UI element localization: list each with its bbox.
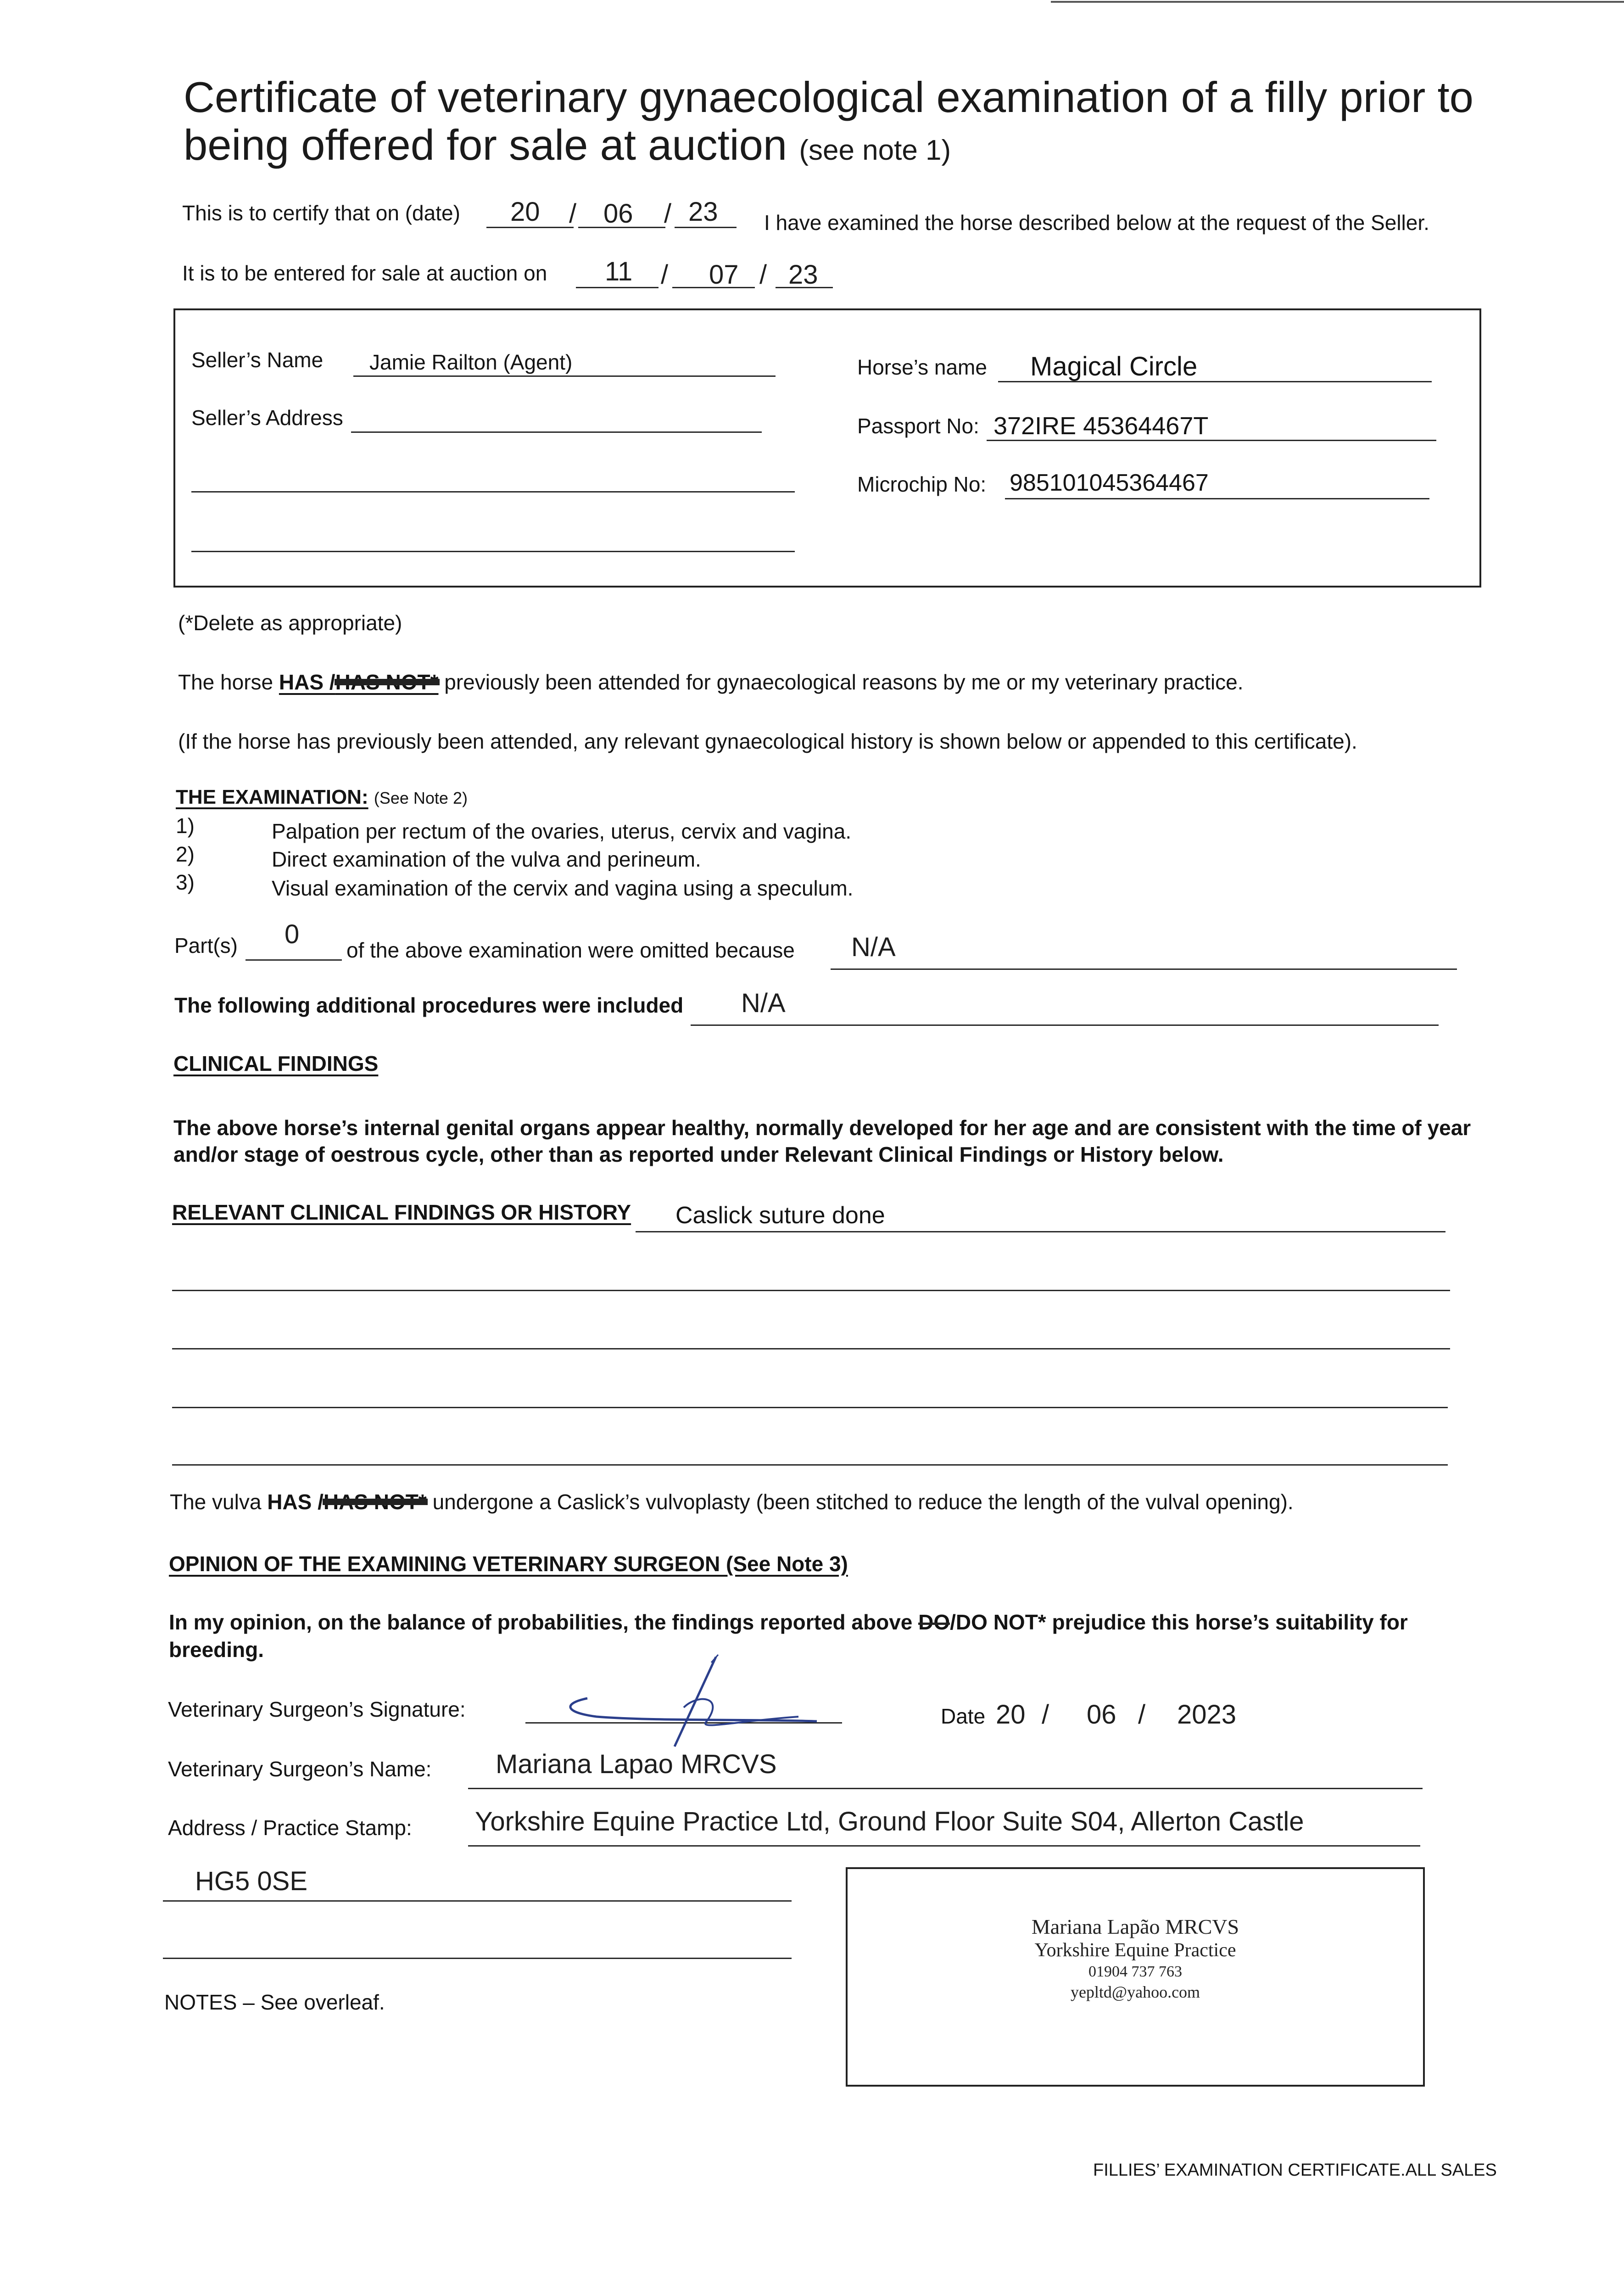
passport-line	[987, 440, 1436, 441]
relevant-line-1	[172, 1290, 1450, 1291]
signature-label: Veterinary Surgeon’s Signature:	[168, 1697, 466, 1721]
practice-stamp	[848, 1915, 1423, 2002]
seller-address-line-1	[351, 431, 762, 433]
certify-month: 06	[603, 199, 633, 229]
title-note: (see note 1)	[799, 134, 951, 166]
horse-name-label: Horse’s name	[857, 355, 987, 379]
vulva-statement	[170, 1489, 1294, 1514]
additional-label: The following additional procedures were included	[174, 993, 684, 1017]
scan-edge-line	[1051, 1, 1624, 3]
exam-item-3-num: 3)	[176, 870, 195, 894]
delete-note: (*Delete as appropriate)	[178, 611, 402, 635]
stamp-name: Mariana Lapão MRCVS	[1031, 1915, 1239, 1938]
omitted-middle: of the above examination were omitted because	[346, 938, 795, 962]
auction-year: 23	[788, 260, 818, 290]
exam-item-1-num: 1)	[176, 814, 195, 838]
surgeon-name-label: Veterinary Surgeon’s Name:	[168, 1757, 432, 1781]
date-sep-1: /	[1042, 1700, 1049, 1730]
date-label: Date	[941, 1704, 986, 1728]
omitted-count: 0	[285, 919, 300, 949]
vulva-prefix: The vulva	[170, 1490, 262, 1514]
stamp-email: yepltd@yahoo.com	[1070, 1983, 1200, 2001]
relevant-value: Caslick suture done	[675, 1202, 885, 1229]
passport-number: 372IRE 45364467T	[993, 412, 1209, 440]
additional-line	[691, 1024, 1439, 1026]
examination-heading-text: THE EXAMINATION:	[176, 786, 368, 808]
date-sep-2: /	[1138, 1700, 1146, 1730]
attended-has: HAS /	[279, 670, 335, 694]
seller-name-label: Seller’s Name	[191, 348, 324, 372]
relevant-line-0	[636, 1231, 1445, 1232]
clinical-statement: The above horse’s internal genital organs appear healthy, normally developed for her age and are consistent with the time of year and/or stage of oestrous cycle, other than as reported under Relevant Clinical Findings or History below.	[173, 1116, 1471, 1166]
microchip-line	[1005, 498, 1429, 499]
date-year: 2023	[1177, 1700, 1237, 1730]
omitted-reason: N/A	[851, 932, 896, 962]
address-value: Yorkshire Equine Practice Ltd, Ground Floor Suite S04, Allerton Castle	[475, 1807, 1304, 1836]
attended-statement	[178, 670, 1244, 694]
microchip-number: 985101045364467	[1010, 470, 1209, 496]
attended-suffix: previously been attended for gynaecological reasons by me or my veterinary practice.	[444, 670, 1244, 694]
signature-scribble	[560, 1652, 826, 1753]
exam-item-2-text: Direct examination of the vulva and perineum.	[272, 847, 701, 871]
stamp-phone: 01904 737 763	[1088, 1963, 1182, 1980]
auction-month: 07	[709, 260, 739, 290]
auction-day: 11	[605, 257, 633, 286]
auction-prefix: It is to be entered for sale at auction on	[182, 261, 547, 285]
seller-address-line-2	[191, 491, 795, 493]
seller-address-label: Seller’s Address	[191, 406, 343, 430]
examination-heading-note: (See Note 2)	[374, 789, 468, 807]
exam-item-1-text: Palpation per rectum of the ovaries, uterus, cervix and vagina.	[272, 819, 852, 843]
date-month: 06	[1087, 1700, 1116, 1730]
exam-item-3-text: Visual examination of the cervix and vagina using a speculum.	[272, 876, 854, 900]
attended-prefix: The horse	[178, 670, 273, 694]
microchip-label: Microchip No:	[857, 472, 987, 496]
certify-year: 23	[688, 197, 718, 227]
certify-sep-1: /	[569, 199, 577, 229]
address-label: Address / Practice Stamp:	[168, 1816, 412, 1840]
seller-address-line-3	[191, 551, 795, 552]
certify-prefix: This is to certify that on (date)	[182, 201, 460, 225]
address-extra-line	[163, 1958, 792, 1959]
opinion-do: DO	[918, 1610, 950, 1634]
certify-suffix: I have examined the horse described below at the request of the Seller.	[764, 211, 1429, 235]
passport-label: Passport No:	[857, 414, 979, 438]
relevant-line-2	[172, 1348, 1450, 1349]
relevant-line-4	[172, 1464, 1448, 1466]
auction-sep-2: /	[759, 260, 767, 290]
practice-stamp-box	[846, 1867, 1425, 2087]
auction-day-line	[576, 287, 659, 288]
opinion-rest: /DO NOT* prejudice this horse’s suitability for	[950, 1610, 1408, 1634]
vulva-has-not: HAS NOT*	[323, 1490, 427, 1514]
date-day: 20	[996, 1700, 1026, 1730]
surgeon-name-line	[468, 1788, 1423, 1789]
examination-heading	[176, 786, 468, 809]
stamp-practice: Yorkshire Equine Practice	[1034, 1940, 1236, 1961]
opinion-line-2: breeding.	[169, 1638, 264, 1662]
vulva-suffix: undergone a Caslick’s vulvoplasty (been stitched to reduce the length of the vulval opening).	[432, 1490, 1294, 1514]
certify-day: 20	[510, 197, 540, 227]
omitted-prefix: Part(s)	[174, 934, 238, 957]
opinion-prefix: In my opinion, on the balance of probabilities, the findings reported above	[169, 1610, 913, 1634]
page-title	[184, 73, 1514, 174]
postcode-line	[163, 1900, 792, 1902]
seller-name: Jamie Railton (Agent)	[369, 350, 573, 374]
history-note: (If the horse has previously been attended, any relevant gynaecological history is shown below or appended to this certificate).	[178, 729, 1357, 753]
opinion-heading: OPINION OF THE EXAMINING VETERINARY SURGEON (See Note 3)	[169, 1552, 848, 1576]
relevant-line-3	[172, 1407, 1448, 1408]
omitted-count-line	[246, 959, 342, 961]
exam-item-2-num: 2)	[176, 842, 195, 866]
omitted-reason-line	[831, 968, 1457, 970]
opinion-line-1	[169, 1610, 1408, 1634]
vulva-has: HAS /	[267, 1490, 324, 1514]
footer-text: FILLIES’ EXAMINATION CERTIFICATE.ALL SALES	[1093, 2161, 1497, 2180]
notes: NOTES – See overleaf.	[164, 1990, 385, 2014]
attended-has-not: HAS NOT*	[335, 670, 439, 694]
address-line	[468, 1845, 1420, 1847]
title-text: Certificate of veterinary gynaecological examination of a filly prior to being offered for sale at auction	[184, 73, 1473, 169]
address-postcode: HG5 0SE	[195, 1866, 307, 1896]
horse-name: Magical Circle	[1030, 352, 1198, 381]
surgeon-name: Mariana Lapao MRCVS	[496, 1749, 777, 1779]
certify-sep-2: /	[664, 199, 672, 229]
relevant-heading: RELEVANT CLINICAL FINDINGS OR HISTORY	[172, 1200, 631, 1224]
auction-sep-1: /	[661, 260, 669, 290]
horse-name-line	[998, 381, 1432, 382]
seller-name-line	[353, 375, 776, 377]
clinical-heading: CLINICAL FINDINGS	[173, 1052, 379, 1075]
additional-value: N/A	[741, 988, 786, 1018]
